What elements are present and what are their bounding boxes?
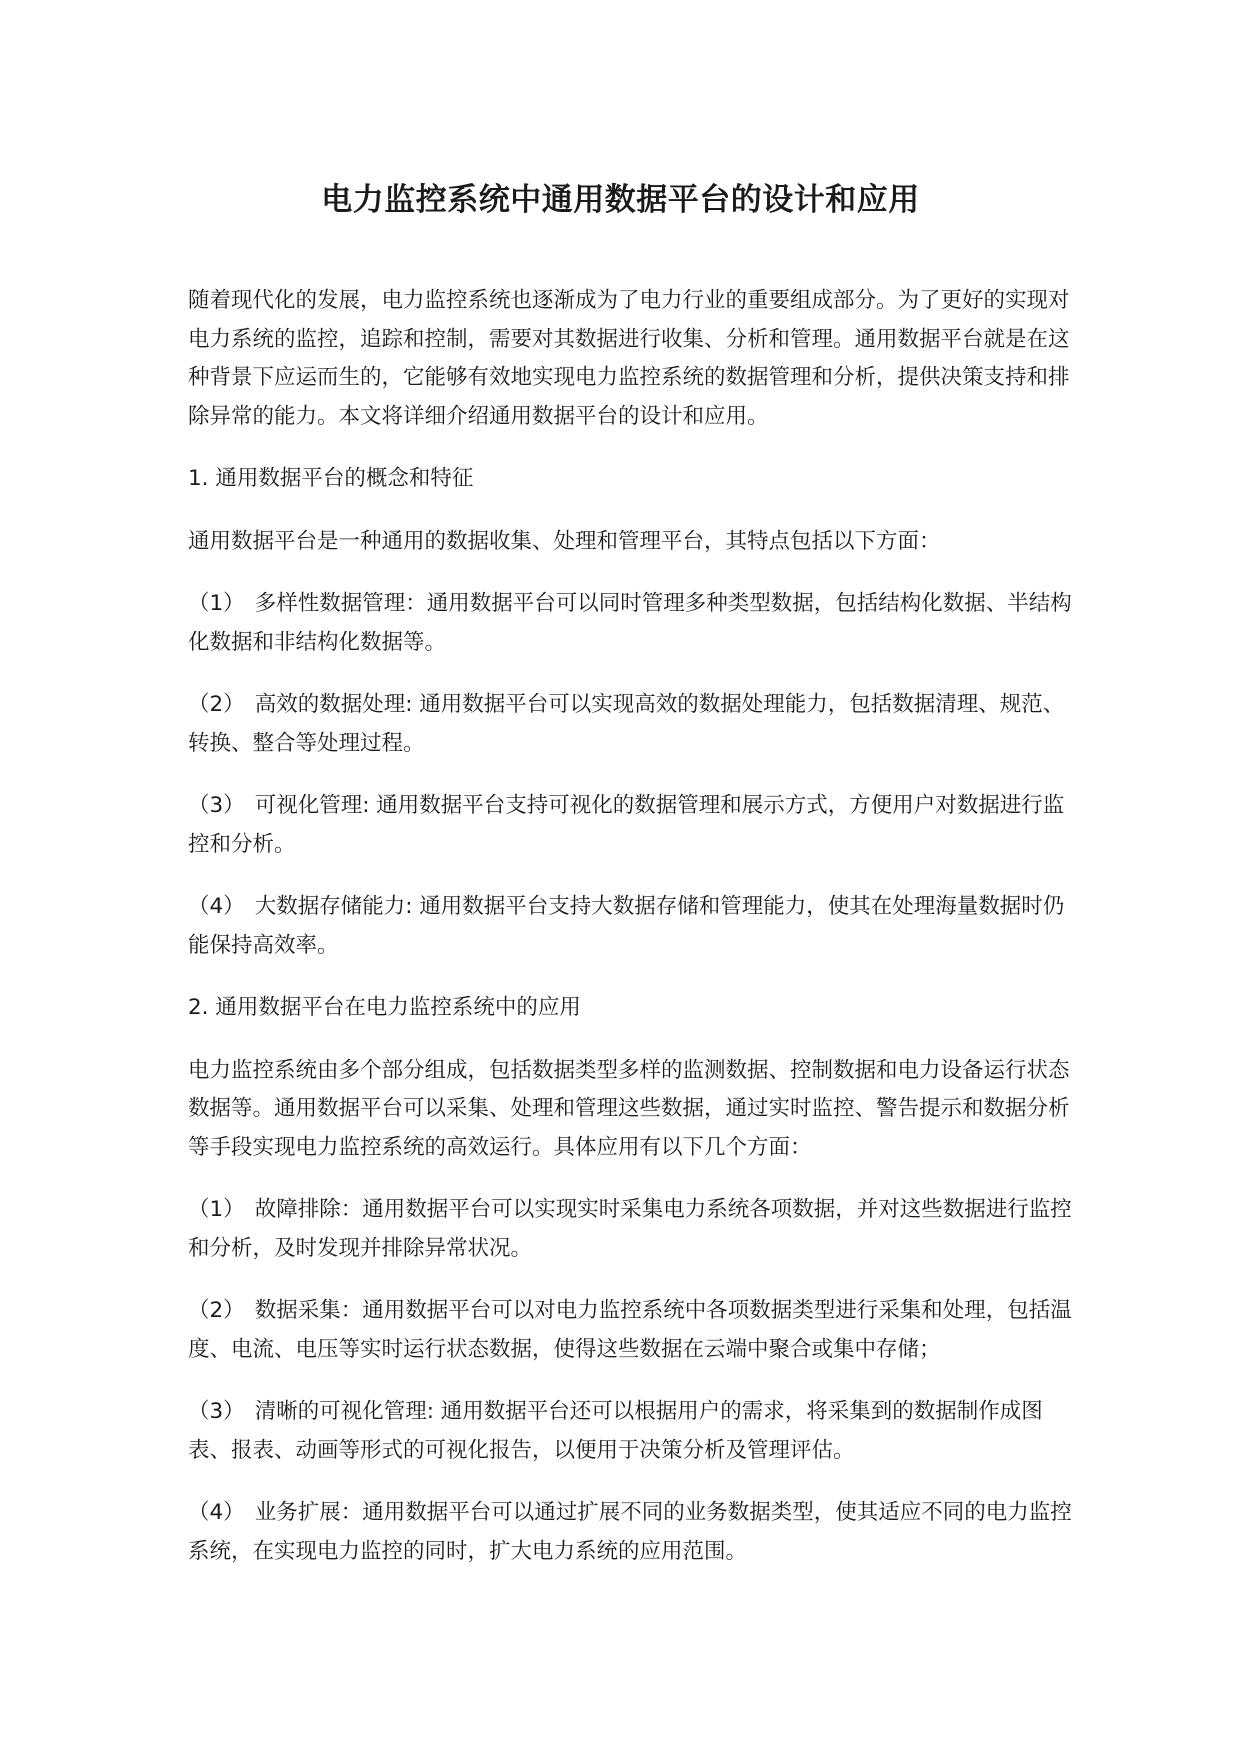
item-number: （2）: [188, 692, 245, 717]
item-number: （3）: [188, 793, 245, 818]
section-1-heading: 1. 通用数据平台的概念和特征: [188, 466, 474, 491]
section-2-heading: 2. 通用数据平台在电力监控系统中的应用: [188, 995, 581, 1020]
section-1-item: [188, 787, 1078, 864]
item-text: 清晰的可视化管理: 通用数据平台还可以根据用户的需求，将采集到的数据制作成图表、报表、动画等形式的可视化报告，以便用于决策分析及管理评估。: [188, 1399, 1043, 1463]
section-1-item: [188, 686, 1078, 763]
section-2-item: [188, 1494, 1078, 1571]
item-number: （4）: [188, 894, 245, 919]
item-text: 可视化管理: 通用数据平台支持可视化的数据管理和展示方式，方便用户对数据进行监控和分析。: [188, 793, 1065, 857]
section-2-item: [188, 1393, 1078, 1470]
section-1-item: [188, 585, 1078, 662]
item-number: （1）: [188, 1197, 245, 1222]
item-number: （4）: [188, 1500, 245, 1525]
section-2-item: [188, 1191, 1078, 1268]
intro-paragraph: 随着现代化的发展，电力监控系统也逐渐成为了电力行业的重要组成部分。为了更好的实现对电力系统的监控，追踪和控制，需要对其数据进行收集、分析和管理。通用数据平台就是在这种背景下应运而生的，它能够有效地实现电力监控系统的数据管理和分析，提供决策支持和排除异常的能力。本文将详细介绍通用数据平台的设计和应用。: [188, 288, 1070, 429]
item-number: （2）: [188, 1298, 245, 1323]
section-1-lead: 通用数据平台是一种通用的数据收集、处理和管理平台，其特点包括以下方面：: [188, 528, 941, 554]
item-number: （1）: [188, 591, 245, 616]
item-text: 大数据存储能力: 通用数据平台支持大数据存储和管理能力，使其在处理海量数据时仍能保持高效率。: [188, 894, 1065, 958]
item-text: 高效的数据处理: 通用数据平台可以实现高效的数据处理能力，包括数据清理、规范、转换、整合等处理过程。: [188, 692, 1065, 756]
item-number: （3）: [188, 1399, 245, 1424]
section-2-item: [188, 1292, 1078, 1369]
item-text: 数据采集：通用数据平台可以对电力监控系统中各项数据类型进行采集和处理，包括温度、电流、电压等实时运行状态数据，使得这些数据在云端中聚合或集中存储；: [188, 1298, 1072, 1362]
item-text: 多样性数据管理：通用数据平台可以同时管理多种类型数据，包括结构化数据、半结构化数据和非结构化数据等。: [188, 591, 1072, 655]
document-body: [188, 282, 1078, 1595]
section-1-item: [188, 888, 1078, 965]
document-title: 电力监控系统中通用数据平台的设计和应用: [321, 182, 920, 218]
section-2-lead: 电力监控系统由多个部分组成，包括数据类型多样的监测数据、控制数据和电力设备运行状态数据等。通用数据平台可以采集、处理和管理这些数据，通过实时监控、警告提示和数据分析等手段实现电力监控系统的高效运行。具体应用有以下几个方面：: [188, 1057, 1070, 1160]
item-text: 业务扩展：通用数据平台可以通过扩展不同的业务数据类型，使其适应不同的电力监控系统，在实现电力监控的同时，扩大电力系统的应用范围。: [188, 1500, 1072, 1564]
item-text: 故障排除：通用数据平台可以实现实时采集电力系统各项数据，并对这些数据进行监控和分析，及时发现并排除异常状况。: [188, 1197, 1072, 1261]
